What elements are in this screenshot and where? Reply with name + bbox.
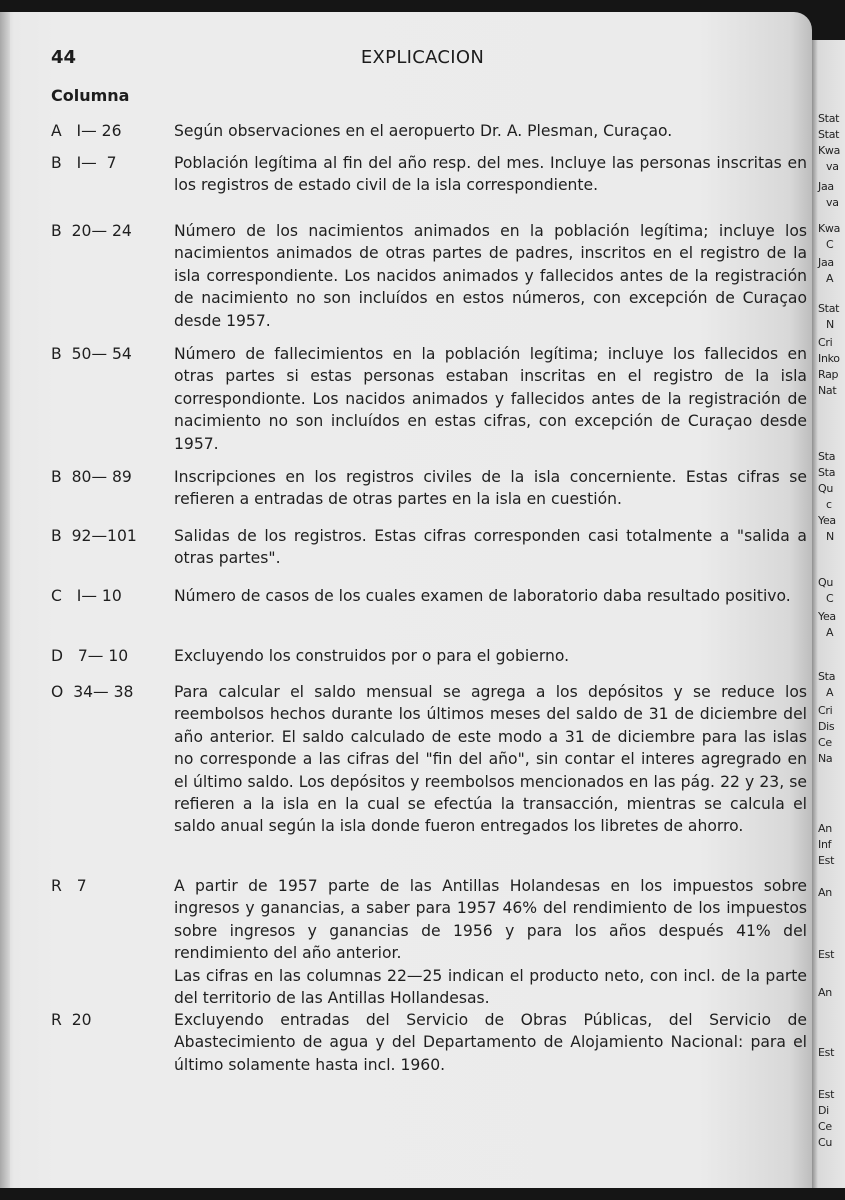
adjacent-fragment: Na — [818, 752, 833, 765]
adjacent-fragment: Jaa — [818, 180, 834, 193]
entry-a-1-26 — [51, 120, 807, 142]
page-title: EXPLICACION — [360, 47, 485, 68]
adjacent-fragment: Inf — [818, 838, 832, 851]
adjacent-fragment: Est — [818, 854, 835, 867]
adjacent-fragment: An — [818, 822, 832, 835]
adjacent-fragment: Jaa — [818, 256, 834, 269]
entry-paragraph: Número de fallecimientos en la población legítima; incluye los fallecidos en otras partes si estas personas estaban inscritas en el registro de la isla correspondionte. Los nacidos animados y fallecidos antes de la registración de nacimiento no son incluídos en estas cifras, con excepción de Curaçao desde 1957. — [174, 345, 807, 453]
adjacent-fragment: Stat — [818, 128, 840, 141]
adjacent-fragment: A — [826, 272, 834, 285]
entry-b-1-7 — [51, 152, 807, 197]
adjacent-fragment: A — [826, 626, 834, 639]
adjacent-fragment: Stat — [818, 112, 840, 125]
adjacent-fragment: Stat — [818, 302, 840, 315]
adjacent-fragment: Cri — [818, 336, 833, 349]
entry-b-50-54 — [51, 343, 807, 455]
entry-text — [174, 152, 807, 197]
adjacent-fragment: Est — [818, 1088, 835, 1101]
adjacent-fragment: va — [826, 196, 839, 209]
entry-paragraph: A partir de 1957 parte de las Antillas Holandesas en los impuestos sobre ingresos y ganancias, a saber para 1957 46% del rendimiento de los impuestos sobre ingresos y ganancias de 1956 y para los años después 41% del rendimiento del año anterior. — [174, 877, 807, 963]
adjacent-fragment: Rap — [818, 368, 839, 381]
adjacent-fragment: Kwa — [818, 144, 841, 157]
entry-label: B 50— 54 — [51, 345, 132, 363]
adjacent-fragment: C — [826, 592, 834, 605]
entry-paragraph: Excluyendo los construidos por o para el gobierno. — [174, 647, 570, 665]
adjacent-fragment: Yea — [818, 514, 836, 527]
entry-paragraph: Salidas de los registros. Estas cifras corresponden casi totalmente a "salida a otras partes". — [174, 527, 807, 568]
column-header: Columna — [51, 86, 130, 105]
entry-text — [174, 525, 807, 570]
adjacent-fragment: A — [826, 686, 834, 699]
entry-b-92-101 — [51, 525, 807, 570]
adjacent-fragment: c — [826, 498, 832, 511]
entry-label: C I— 10 — [51, 587, 122, 605]
entry-label: R 20 — [51, 1011, 92, 1029]
entry-paragraph: Para calcular el saldo mensual se agrega a los depósitos y se reduce los reembolsos hechos durante los últimos meses del saldo de 31 de diciembre del año anterior. El saldo calculado de este modo a 31 de diciembre para las islas no corresponde a las cifras del "fin del año", sin contar el interes agregrado en el último saldo. Los depósitos y reembolsos mencionados en las pág. 22 y 23, se refieren a la isla en la cual se efectúa la transacción, mientras se calcula el saldo anual según la isla donde fueron entregados los libretes de ahorro. — [174, 683, 807, 836]
adjacent-fragment: Qu — [818, 576, 834, 589]
entry-r-7 — [51, 875, 807, 1009]
adjacent-fragment: va — [826, 160, 839, 173]
entry-text — [174, 466, 807, 511]
entry-label: A I— 26 — [51, 122, 122, 140]
entry-paragraph: Número de casos de los cuales examen de laboratorio daba resultado positivo. — [174, 587, 791, 605]
adjacent-fragment: Ce — [818, 736, 832, 749]
adjacent-fragment: Ce — [818, 1120, 832, 1133]
adjacent-fragment: Yea — [818, 610, 836, 623]
adjacent-fragment: N — [826, 318, 834, 331]
entry-label: D 7— 10 — [51, 647, 129, 665]
entry-paragraph: Población legítima al fin del año resp. del mes. Incluye las personas inscritas en los registros de estado civil de la isla correspondiente. — [174, 154, 807, 195]
entry-label: B I— 7 — [51, 154, 117, 172]
adjacent-fragment: Dis — [818, 720, 835, 733]
adjacent-fragment: Qu — [818, 482, 834, 495]
entry-paragraph: Número de los nacimientos animados en la población legítima; incluye los nacimientos animados de otras partes de padres, inscritos en el registro de la isla correspondiente. Los nacidos animados y fallecidos antes de la registración de nacimiento no son incluídos en estos números, con excepción de Curaçao desde 1957. — [174, 222, 807, 330]
entry-label: R 7 — [51, 877, 87, 895]
entry-label: O 34— 38 — [51, 683, 134, 701]
adjacent-fragment: An — [818, 886, 832, 899]
entry-text — [174, 343, 807, 455]
entry-text — [174, 120, 807, 142]
entry-paragraph: Las cifras en las columnas 22—25 indican el producto neto, con incl. de la parte del territorio de las Antillas Hollandesas. — [174, 966, 807, 1008]
adjacent-fragment: Nat — [818, 384, 837, 397]
entry-text — [174, 875, 807, 1009]
entry-r-20 — [51, 1009, 807, 1076]
entry-label: B 20— 24 — [51, 222, 132, 240]
entry-text — [174, 220, 807, 332]
entry-label: B 80— 89 — [51, 468, 132, 486]
entry-o-34-38 — [51, 681, 807, 838]
adjacent-fragment: Sta — [818, 466, 836, 479]
entry-text — [174, 681, 807, 838]
entry-d-7-10 — [51, 645, 807, 667]
adjacent-fragment: Kwa — [818, 222, 841, 235]
entry-b-80-89 — [51, 466, 807, 511]
book-binding-edge — [0, 12, 10, 1188]
adjacent-fragment: Sta — [818, 450, 836, 463]
entry-paragraph: Excluyendo entradas del Servicio de Obras Públicas, del Servicio de Abastecimiento de agua y del Departamento de Alojamiento Nacional: para el último solamente hasta incl. 1960. — [174, 1011, 807, 1074]
adjacent-fragment: Cri — [818, 704, 833, 717]
entry-text — [174, 1009, 807, 1076]
entry-text — [174, 585, 807, 607]
adjacent-fragment: Est — [818, 948, 835, 961]
entry-label: B 92—101 — [51, 527, 137, 545]
adjacent-fragment: Cu — [818, 1136, 833, 1149]
adjacent-fragment: Est — [818, 1046, 835, 1059]
adjacent-fragment: Di — [818, 1104, 829, 1117]
entry-paragraph: Inscripciones en los registros civiles de la isla concerniente. Estas cifras se refieren a entradas de otras partes en la isla en cuestión. — [174, 468, 807, 509]
adjacent-page-strip — [812, 40, 845, 1188]
entry-paragraph: Según observaciones en el aeropuerto Dr. A. Plesman, Curaçao. — [174, 122, 673, 140]
page-number: 44 — [51, 47, 77, 68]
adjacent-fragment: N — [826, 530, 834, 543]
entry-b-20-24 — [51, 220, 807, 332]
adjacent-fragment: An — [818, 986, 832, 999]
entry-c-1-10 — [51, 585, 807, 607]
adjacent-fragment: C — [826, 238, 834, 251]
adjacent-fragment: Sta — [818, 670, 836, 683]
adjacent-fragment: Inko — [818, 352, 840, 365]
entry-text — [174, 645, 807, 667]
